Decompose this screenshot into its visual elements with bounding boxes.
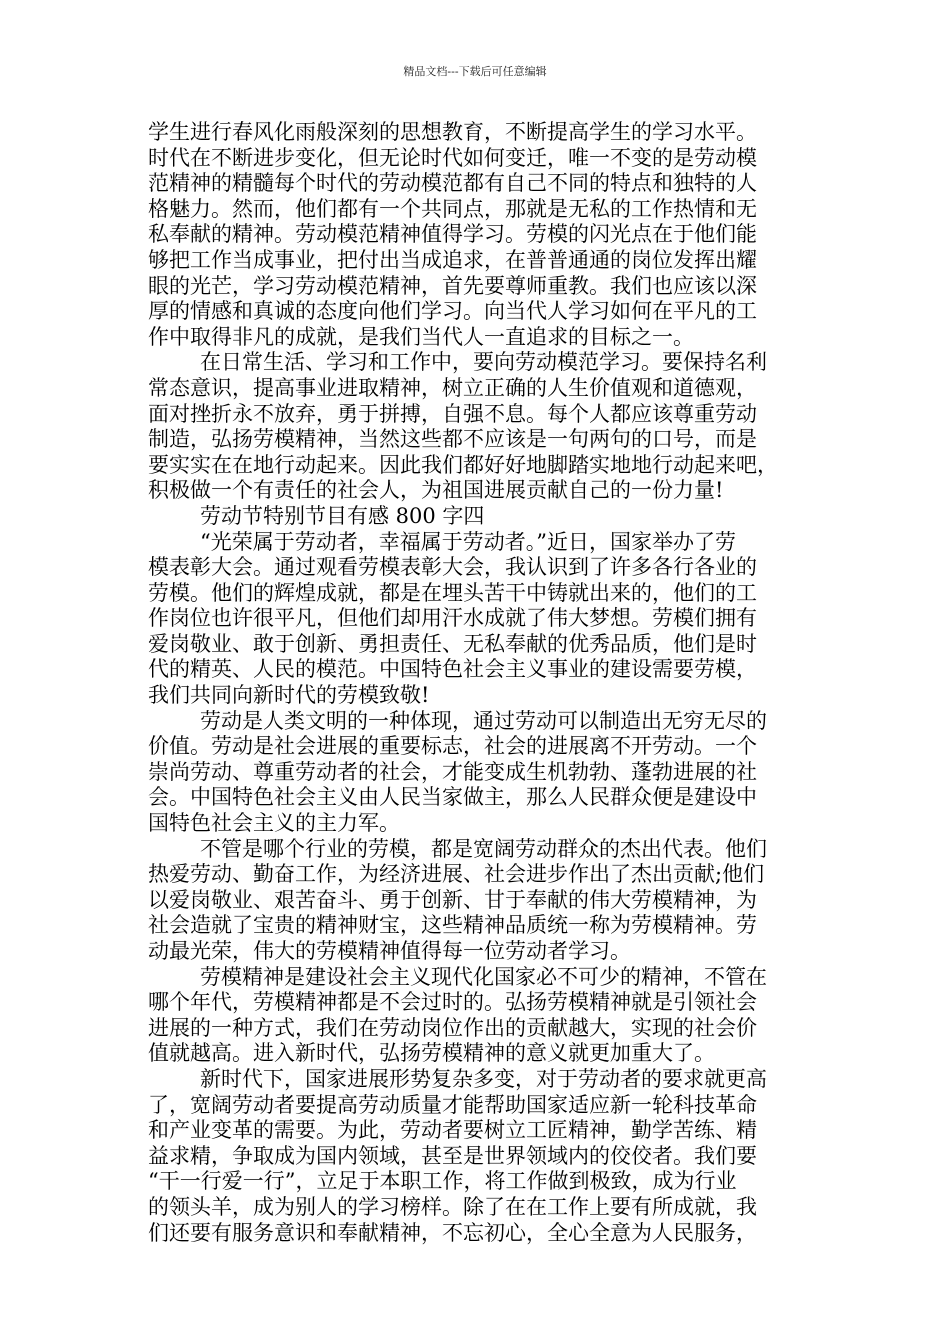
text-line: 崇尚劳动、尊重劳动者的社会，才能变成生机勃勃、蓬勃进展的社: [148, 759, 757, 784]
heading-text: 劳动节特别节目有感 800 字四: [200, 503, 485, 528]
text-line: 益求精，争取成为国内领域，甚至是世界领域内的佼佼者。我们要: [148, 1143, 757, 1168]
paragraph: [148, 530, 808, 709]
section-heading: [148, 504, 808, 530]
text-line: 学生进行春风化雨般深刻的思想教育，不断提高学生的学习水平。: [148, 120, 757, 144]
text-line: “光荣属于劳动者，幸福属于劳动者。”近日，国家举办了劳: [200, 529, 736, 554]
text-line: 私奉献的精神。劳动模范精神值得学习。劳模的闪光点在于他们能: [148, 222, 757, 247]
text-line: 积极做一个有责任的社会人，为祖国进展贡献自己的一份力量!: [148, 478, 724, 503]
text-line: 进展的一种方式，我们在劳动岗位作出的贡献越大，实现的社会价: [148, 1015, 757, 1040]
text-line: 代的精英、人民的模范。中国特色社会主义事业的建设需要劳模，: [148, 657, 757, 682]
text-line: 我们共同向新时代的劳模致敬!: [148, 683, 430, 708]
text-line: 爱岗敬业、敢于创新、勇担责任、无私奉献的优秀品质，他们是时: [148, 631, 757, 656]
text-line: 动最光荣，伟大的劳模精神值得每一位劳动者学习。: [148, 939, 631, 963]
text-line: 作中取得非凡的成就，是我们当代人一直追求的目标之一。: [148, 324, 694, 349]
paragraph: [148, 350, 808, 504]
text-line: 模表彰大会。通过观看劳模表彰大会，我认识到了许多各行各业的: [148, 555, 757, 580]
text-line: 够把工作当成事业，把付出当成追求，在普普通通的岗位发挥出耀: [148, 247, 757, 272]
text-line: 眼的光芒，学习劳动模范精神，首先要尊师重教。我们也应该以深: [148, 273, 757, 298]
text-line: 劳动是人类文明的一种体现，通过劳动可以制造出无穷无尽的: [200, 708, 767, 733]
text-line: 厚的情感和真诚的态度向他们学习。向当代人学习如何在平凡的工: [148, 299, 757, 324]
text-line: 的领头羊，成为别人的学习榜样。除了在在工作上要有所成就，我: [148, 1194, 757, 1219]
text-line: 在日常生活、学习和工作中，要向劳动模范学习。要保持名利: [200, 350, 767, 375]
text-line: 格魅力。然而，他们都有一个共同点，那就是无私的工作热情和无: [148, 196, 757, 221]
text-line: 哪个年代，劳模精神都是不会过时的。弘扬劳模精神就是引领社会: [148, 990, 757, 1015]
paragraph: [148, 120, 808, 350]
text-line: 以爱岗敬业、艰苦奋斗、勇于创新、甘于奉献的伟大劳模精神，为: [148, 887, 757, 912]
document-body: [148, 120, 808, 1246]
page-header: 精品文档---下载后可任意编辑: [403, 65, 547, 78]
text-line: 面对挫折永不放弃，勇于拼搏，自强不息。每个人都应该尊重劳动: [148, 401, 757, 426]
text-line: 劳模。他们的辉煌成就，都是在埋头苦干中铸就出来的，他们的工: [148, 580, 757, 605]
text-line: 社会造就了宝贵的精神财宝，这些精神品质统一称为劳模精神。劳: [148, 913, 757, 938]
text-line: 劳模精神是建设社会主义现代化国家必不可少的精神，不管在: [200, 964, 767, 989]
text-line: 新时代下，国家进展形势复杂多变，对于劳动者的要求就更高: [200, 1066, 767, 1091]
text-line: 们还要有服务意识和奉献精神，不忘初心，全心全意为人民服务，: [148, 1220, 757, 1245]
text-line: 作岗位也许很平凡，但他们却用汗水成就了伟大梦想。劳模们拥有: [148, 606, 757, 631]
paragraph: [148, 837, 808, 965]
text-line: 制造，弘扬劳模精神，当然这些都不应该是一句两句的口号，而是: [148, 427, 757, 452]
text-line: 和产业变革的需要。为此，劳动者要树立工匠精神，勤学苦练、精: [148, 1118, 757, 1143]
text-line: 价值。劳动是社会进展的重要标志，社会的进展离不开劳动。一个: [148, 734, 757, 759]
text-line: 不管是哪个行业的劳模，都是宽阔劳动群众的杰出代表。他们: [200, 836, 767, 861]
text-line: “干一行爱一行”，立足于本职工作，将工作做到极致，成为行业: [148, 1169, 737, 1194]
text-line: 值就越高。进入新时代，弘扬劳模精神的意义就更加重大了。: [148, 1041, 715, 1066]
text-line: 国特色社会主义的主力军。: [148, 811, 400, 836]
paragraph: [148, 1067, 808, 1246]
text-line: 时代在不断进步变化，但无论时代如何变迁，唯一不变的是劳动模: [148, 145, 757, 170]
paragraph: [148, 709, 808, 837]
text-line: 热爱劳动、勤奋工作，为经济进展、社会进步作出了杰出贡献;他们: [148, 862, 765, 887]
text-line: 会。中国特色社会主义由人民当家做主，那么人民群众便是建设中: [148, 785, 757, 810]
text-line: 范精神的精髓每个时代的劳动模范都有自己不同的特点和独特的人: [148, 171, 757, 196]
text-line: 常态意识，提高事业进取精神，树立正确的人生价值观和道德观，: [148, 375, 757, 400]
text-line: 了，宽阔劳动者要提高劳动质量才能帮助国家适应新一轮科技革命: [148, 1092, 757, 1117]
paragraph: [148, 965, 808, 1067]
text-line: 要实实在在地行动起来。因此我们都好好地脚踏实地地行动起来吧，: [148, 452, 778, 477]
